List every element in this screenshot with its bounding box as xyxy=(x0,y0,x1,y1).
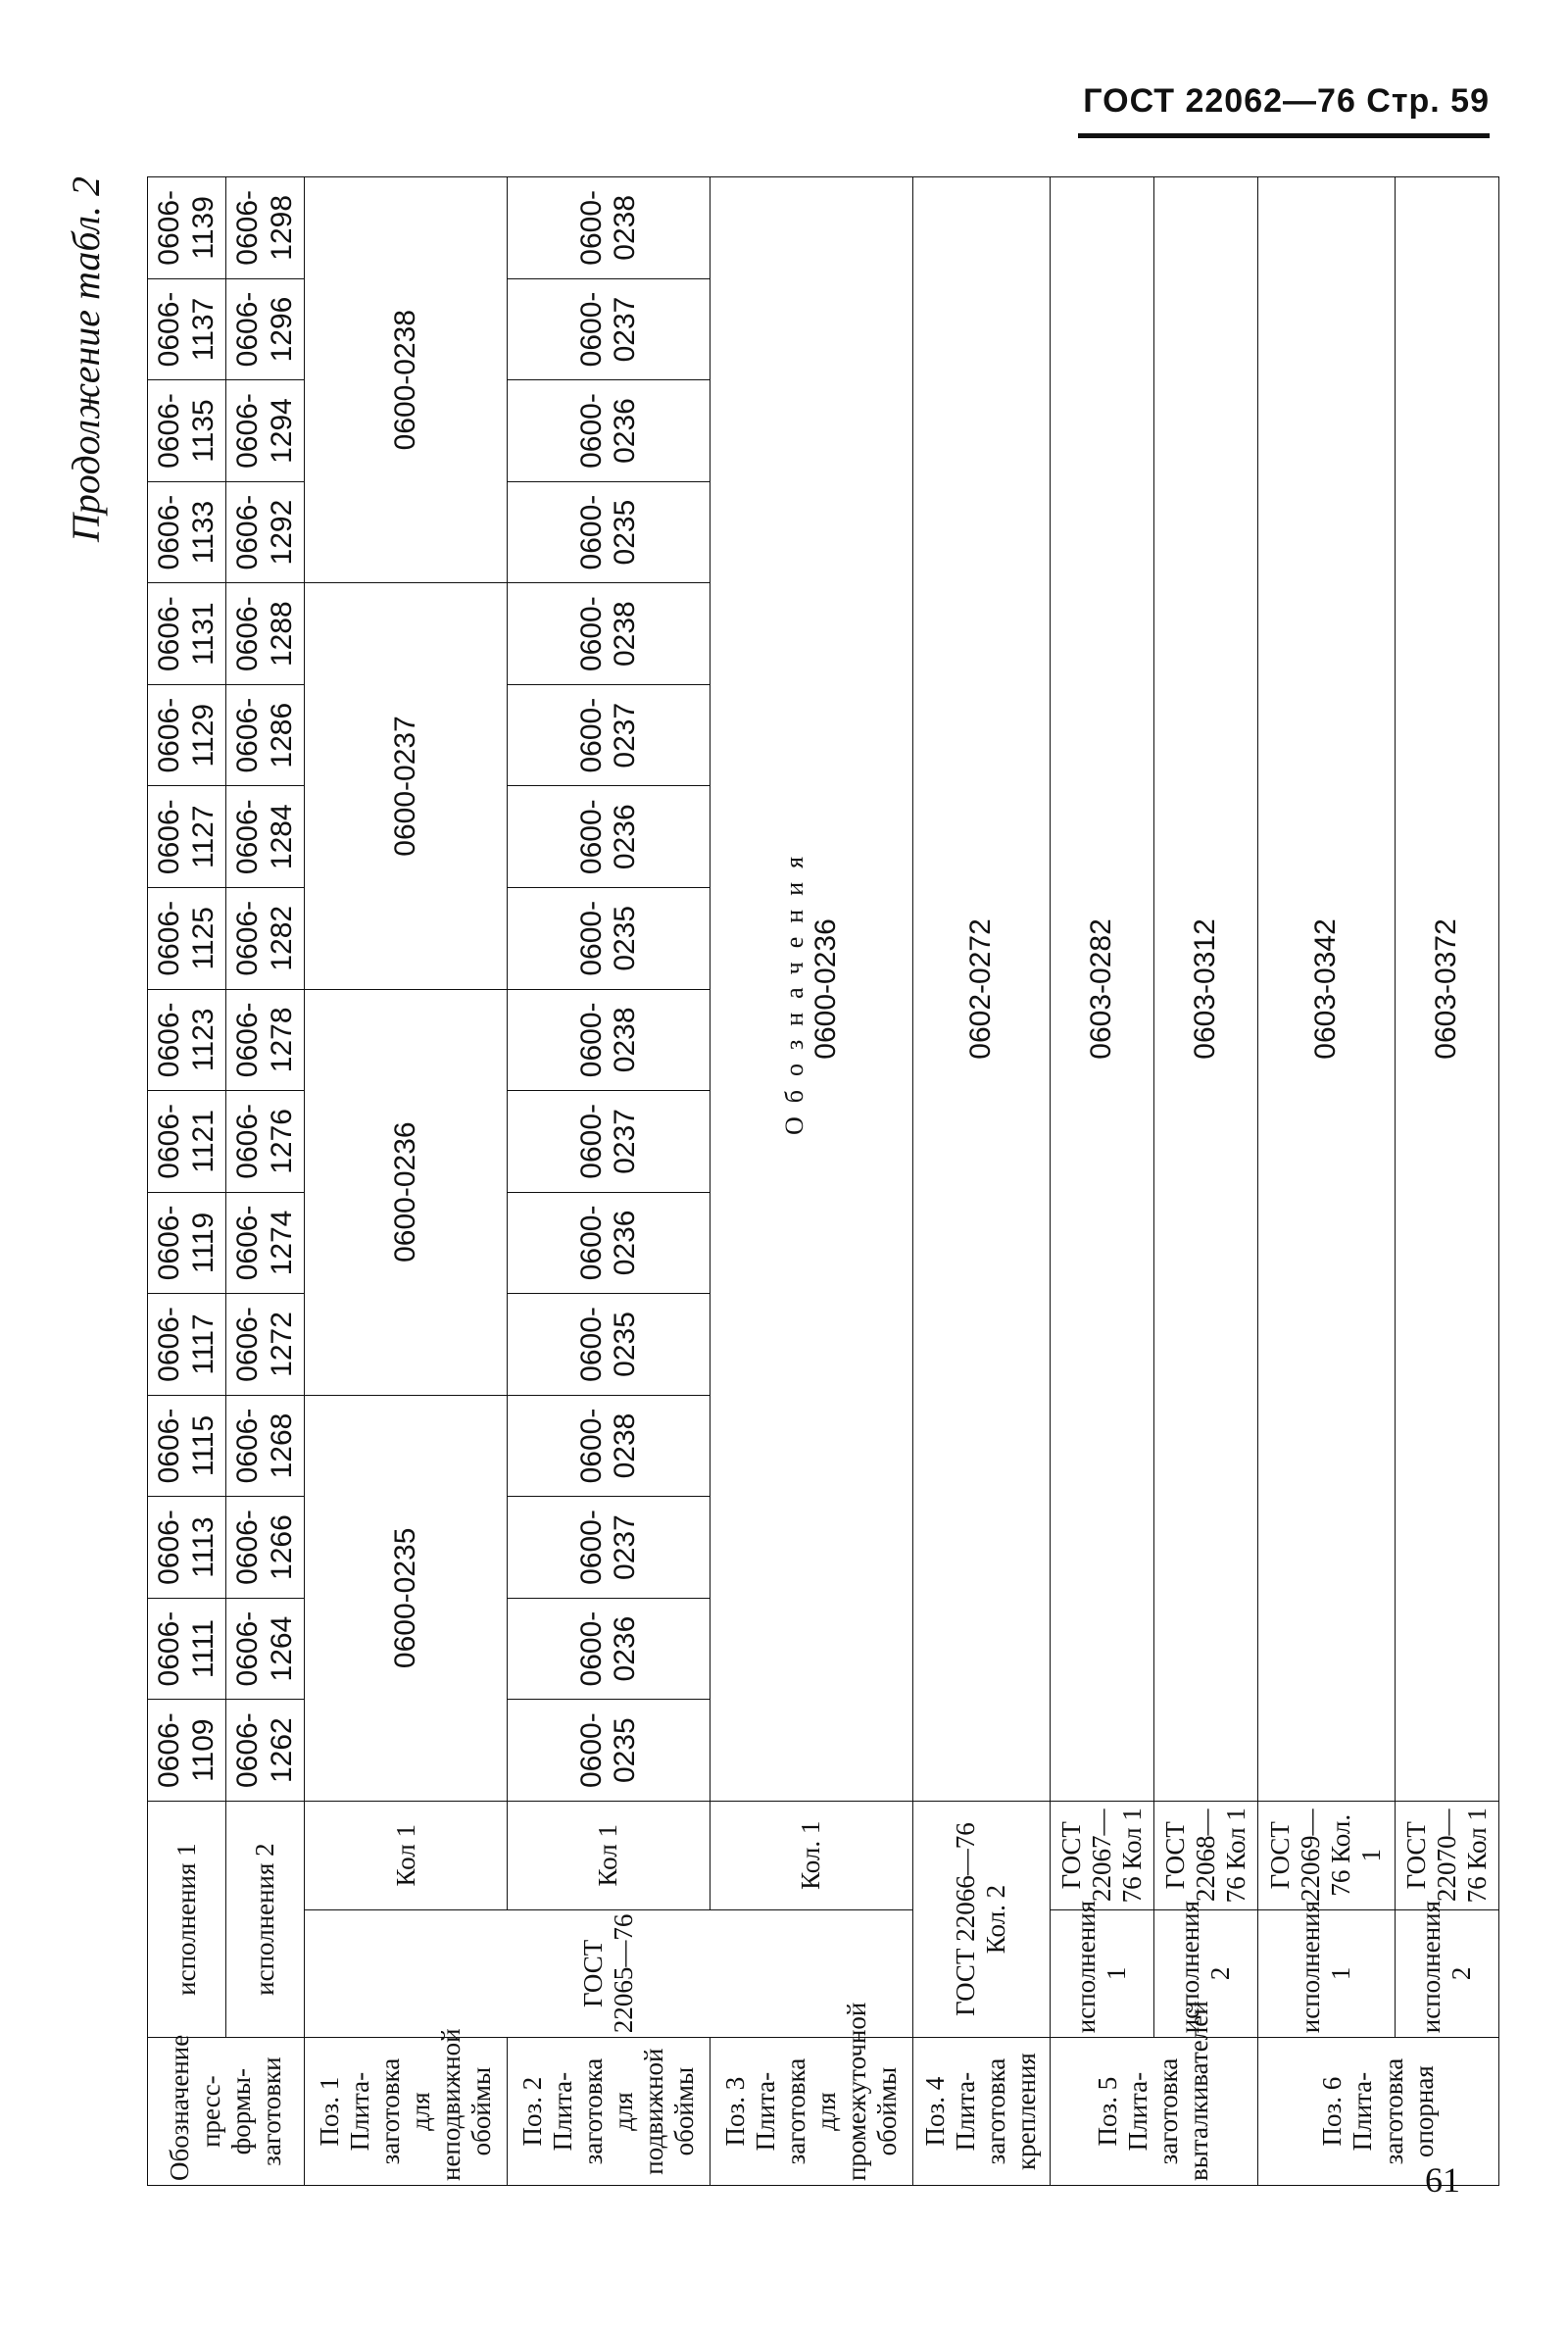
isp2-value: 0606-1262 xyxy=(226,1700,305,1802)
gost-22065-header: ГОСТ 22065—76 xyxy=(305,1909,913,2038)
isp1-value: 0606-1111 xyxy=(148,1598,226,1700)
pos2-value: 0600-0236 xyxy=(508,380,710,482)
isp2-value: 0606-1274 xyxy=(226,1192,305,1294)
pos2-value: 0600-0238 xyxy=(508,1395,710,1497)
isp2-value: 0606-1294 xyxy=(226,380,305,482)
data-table xyxy=(147,176,1499,2186)
isp2-value: 0606-1286 xyxy=(226,684,305,786)
pos4-header: Поз. 4 Плита-заготовка крепления xyxy=(912,2038,1050,2186)
designation-isp1-header: исполнения 1 xyxy=(148,1801,226,2037)
isp2-value: 0606-1266 xyxy=(226,1497,305,1599)
pos2-value: 0600-0235 xyxy=(508,888,710,990)
designation-header: Обозначение пресс-формы-заготовки xyxy=(148,2038,305,2186)
pos1-group-value: 0600-0238 xyxy=(305,177,508,583)
isp1-value: 0606-1121 xyxy=(148,1091,226,1193)
pos3-value: 0600-0236 xyxy=(808,918,842,1060)
pos2-value: 0600-0237 xyxy=(508,1497,710,1599)
pos1-group-value: 0600-0237 xyxy=(305,583,508,989)
pos2-kol: Кол 1 xyxy=(508,1801,710,1909)
isp1-value: 0606-1123 xyxy=(148,989,226,1091)
pos5-header: Поз. 5 Плита-заготовка выталкивателей xyxy=(1050,2038,1257,2186)
isp2-value: 0606-1282 xyxy=(226,888,305,990)
isp2-value: 0606-1288 xyxy=(226,583,305,685)
designations-label: Обозначения xyxy=(779,842,808,1136)
isp1-value: 0606-1115 xyxy=(148,1395,226,1497)
isp1-value: 0606-1133 xyxy=(148,481,226,583)
pos2-value: 0600-0235 xyxy=(508,481,710,583)
pos6-gost2: ГОСТ 22070—76 Кол 1 xyxy=(1395,1801,1498,1909)
pos2-value: 0600-0237 xyxy=(508,278,710,380)
page-header: ГОСТ 22062—76 Стр. 59 xyxy=(1083,82,1490,120)
pos1-group-value: 0600-0235 xyxy=(305,1395,508,1801)
page-number: 61 xyxy=(1425,2160,1460,2200)
pos6-header: Поз. 6 Плита-заготовка опорная xyxy=(1258,2038,1499,2186)
isp2-value: 0606-1272 xyxy=(226,1294,305,1396)
pos5-gost2: ГОСТ 22068—76 Кол 1 xyxy=(1153,1801,1257,1909)
pos1-kol: Кол 1 xyxy=(305,1801,508,1909)
isp1-value: 0606-1129 xyxy=(148,684,226,786)
pos6-isp1: исполнения 1 xyxy=(1258,1909,1396,2038)
pos6-value2: 0603-0372 xyxy=(1395,177,1498,1802)
isp1-value: 0606-1113 xyxy=(148,1497,226,1599)
isp1-value: 0606-1117 xyxy=(148,1294,226,1396)
pos2-value: 0600-0235 xyxy=(508,1294,710,1396)
pos6-value1: 0603-0342 xyxy=(1258,177,1396,1802)
pos2-value: 0600-0236 xyxy=(508,1598,710,1700)
isp2-value: 0606-1268 xyxy=(226,1395,305,1497)
isp1-value: 0606-1139 xyxy=(148,177,226,279)
pos2-value: 0600-0238 xyxy=(508,583,710,685)
pos2-value: 0600-0236 xyxy=(508,786,710,888)
pos3-cell xyxy=(710,177,912,1802)
pos2-value: 0600-0236 xyxy=(508,1192,710,1294)
isp2-value: 0606-1284 xyxy=(226,786,305,888)
pos5-isp2: исполнения 2 xyxy=(1153,1909,1257,2038)
isp2-value: 0606-1292 xyxy=(226,481,305,583)
isp2-value: 0606-1296 xyxy=(226,278,305,380)
isp1-value: 0606-1127 xyxy=(148,786,226,888)
pos2-value: 0600-0235 xyxy=(508,1700,710,1802)
pos5-value1: 0603-0282 xyxy=(1050,177,1153,1802)
isp1-value: 0606-1125 xyxy=(148,888,226,990)
pos5-isp1: исполнения 1 xyxy=(1050,1909,1153,2038)
pos1-group-value: 0600-0236 xyxy=(305,989,508,1395)
rotated-table-container xyxy=(64,176,1499,2186)
designation-isp2-header: исполнения 2 xyxy=(226,1801,305,2037)
pos5-gost1: ГОСТ 22067—76 Кол 1 xyxy=(1050,1801,1153,1909)
pos4-value: 0602-0272 xyxy=(912,177,1050,1802)
pos2-header: Поз. 2 Плита-заготовка для подвижной обоймы xyxy=(508,2038,710,2186)
isp2-value: 0606-1276 xyxy=(226,1091,305,1193)
table-caption: Продолжение табл. 2 xyxy=(64,176,108,543)
header-rule xyxy=(1078,133,1490,138)
pos5-value2: 0603-0312 xyxy=(1153,177,1257,1802)
isp1-value: 0606-1119 xyxy=(148,1192,226,1294)
pos6-gost1: ГОСТ 22069—76 Кол. 1 xyxy=(1258,1801,1396,1909)
pos3-kol: Кол. 1 xyxy=(710,1801,912,1909)
isp1-value: 0606-1135 xyxy=(148,380,226,482)
isp1-value: 0606-1137 xyxy=(148,278,226,380)
isp2-value: 0606-1298 xyxy=(226,177,305,279)
pos3-header: Поз. 3 Плита-заготовка для промежуточной обоймы xyxy=(710,2038,912,2186)
pos2-value: 0600-0238 xyxy=(508,177,710,279)
isp1-value: 0606-1109 xyxy=(148,1700,226,1802)
isp2-value: 0606-1278 xyxy=(226,989,305,1091)
pos1-header: Поз. 1 Плита-заготовка для неподвижной обоймы xyxy=(305,2038,508,2186)
isp2-value: 0606-1264 xyxy=(226,1598,305,1700)
pos2-value: 0600-0237 xyxy=(508,684,710,786)
pos4-gost: ГОСТ 22066—76 Кол. 2 xyxy=(912,1801,1050,2037)
pos2-value: 0600-0237 xyxy=(508,1091,710,1193)
isp1-value: 0606-1131 xyxy=(148,583,226,685)
pos6-isp2: исполнения 2 xyxy=(1395,1909,1498,2038)
pos2-value: 0600-0238 xyxy=(508,989,710,1091)
